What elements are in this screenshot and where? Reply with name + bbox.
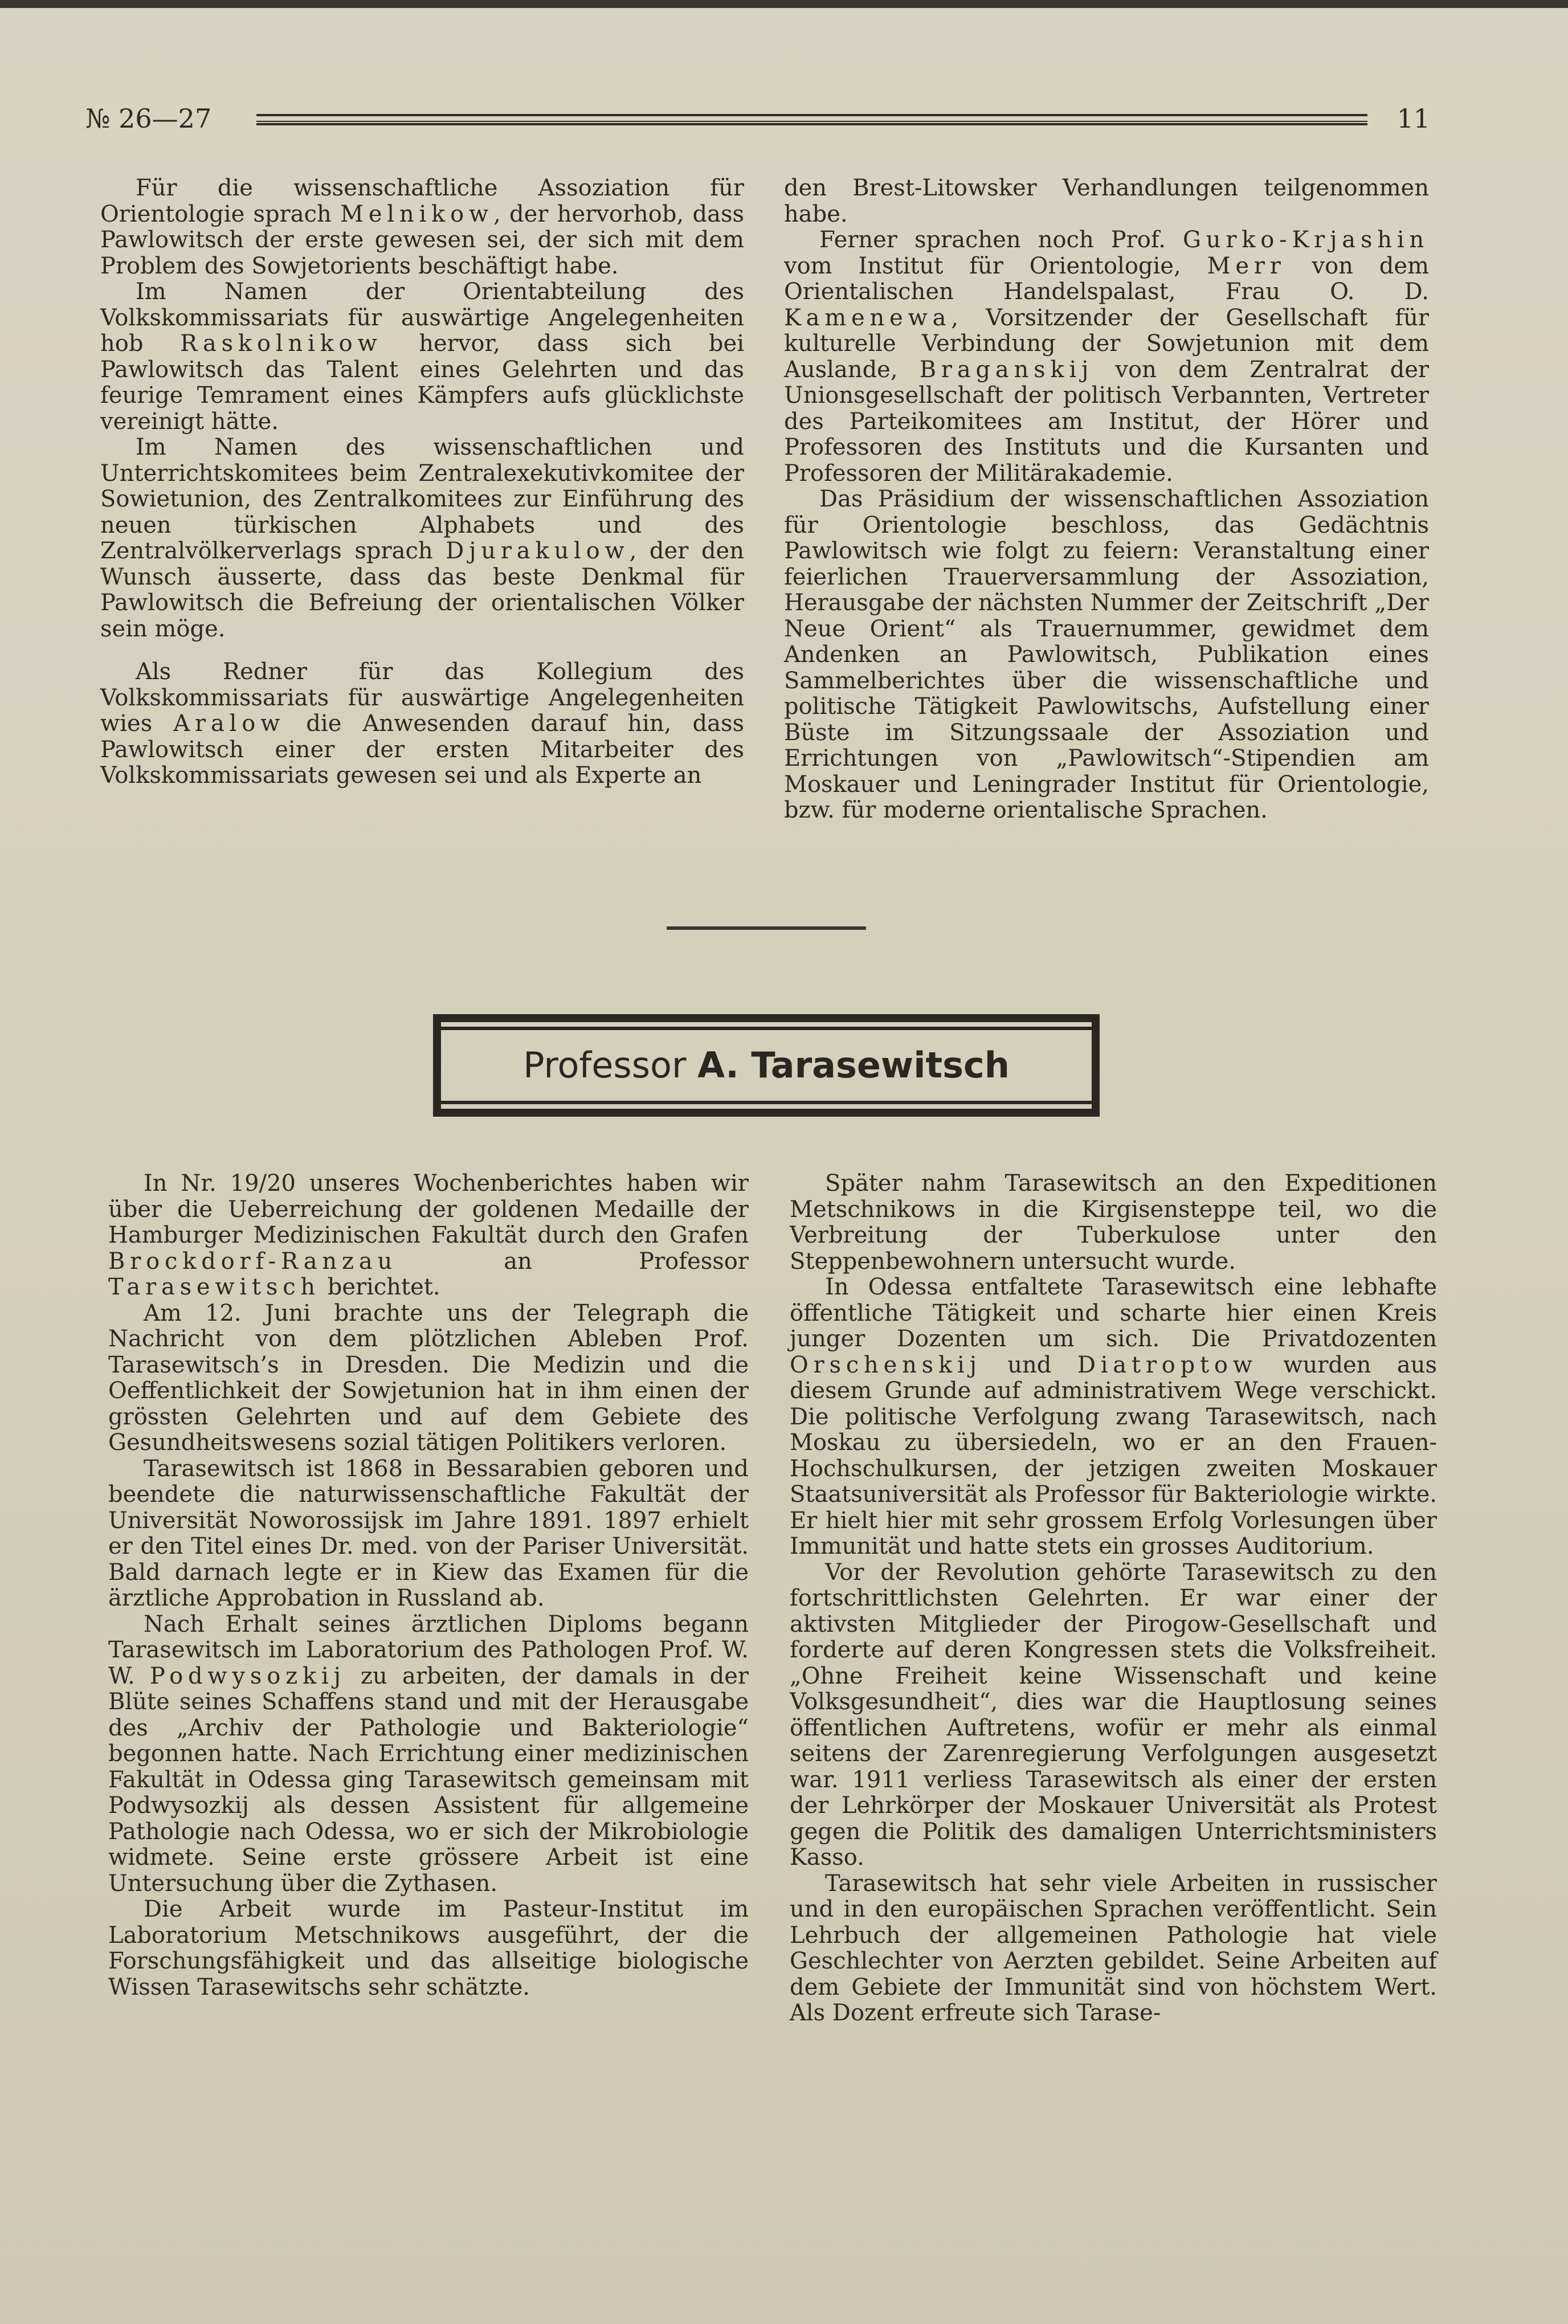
- spaced-name: Aralow: [173, 710, 285, 737]
- spaced-name: Raskolnikow: [180, 330, 382, 357]
- spaced-name: Melnikow: [340, 201, 494, 227]
- spaced-name: Merr: [1207, 252, 1286, 279]
- title-name: A. Tarasewitsch: [697, 1044, 1010, 1086]
- article2-left-paragraph: Tarasewitsch ist 1868 in Bessarabien geboren und beendete die naturwissenschaftliche Fakultät der Universität Noworossijsk im Jahre 1891. 1897 erhielt er den Titel eines Dr. med. von der Pariser Universität. Bald darnach legte er in Kiew das Examen für die ärztliche Approbation in Russland ab.: [108, 1455, 749, 1611]
- title-prefix: Professor: [523, 1044, 698, 1086]
- article2-right-paragraph: Später nahm Tarasewitsch an den Expeditionen Metschnikows in die Kirgisensteppe teil, wo die Verbreitung der Tuberkulose unter den Steppenbewohnern untersucht wurde.: [790, 1170, 1437, 1275]
- article1-left-column: [100, 175, 744, 789]
- article-title-box: [433, 1014, 1100, 1117]
- page-header: [85, 96, 1430, 141]
- spaced-name: Braganskij: [919, 356, 1094, 383]
- article2-left-column: [108, 1171, 749, 2000]
- article2-left-paragraph: Die Arbeit wurde im Pasteur-Institut im Laboratorium Metschnikows ausgeführt, der die Forschungsfähigkeit und das allseitige biologische Wissen Tarasewitschs sehr schätzte.: [108, 1896, 749, 2000]
- title-frame-top: [433, 1014, 1100, 1022]
- title-frame-top-inner: [441, 1027, 1092, 1030]
- section-separator: [667, 926, 866, 930]
- article1-left-paragraph: Im Namen der Orientabteilung des Volkskommissariats für auswärtige Angelegenheiten hob Raskolnikow hervor, dass sich bei Pawlowitsch das Talent eines Gelehrten und das feurige Temrament eines Kämpfers aufs glücklichste vereinigt hätte.: [100, 279, 744, 435]
- article-title: [441, 1041, 1092, 1089]
- spaced-name: Orschenskij: [790, 1351, 982, 1378]
- spaced-name: Kamenewa: [784, 304, 952, 331]
- page-number: 11: [1396, 103, 1430, 134]
- header-rule-lower: [256, 123, 1367, 125]
- article2-right-paragraph: Vor der Revolution gehörte Tarasewitsch zu den fortschrittlichsten Gelehrten. Er war einer der aktivsten Mitglieder der Pirogow-Gesellschaft und forderte auf deren Kongressen stets die Volksfreiheit. „Ohne Freiheit keine Wissenschaft und keine Volksgesundheit“, dies war die Hauptlosung seines öffentlichen Auftretens, wofür er mehr als einmal seitens der Zarenregierung Verfolgungen ausgesetzt war. 1911 verliess Tarasewitsch als einer der ersten der Lehrkörper der Moskauer Universität als Protest gegen die Politik des damaligen Unterrichtsministers Kasso.: [790, 1559, 1437, 1870]
- top-edge: [0, 0, 1568, 8]
- article1-left-paragraph: Für die wissenschaftliche Assoziation für Orientologie sprach Melnikow, der hervorhob, dass Pawlowitsch der erste gewesen sei, der sich mit dem Problem des Sowjetorients beschäftigt habe.: [100, 175, 744, 279]
- article1-right-paragraph: Das Präsidium der wissenschaftlichen Assoziation für Orientologie beschloss, das Gedächtnis Pawlowitsch wie folgt zu feiern: Veranstaltung einer feierlichen Trauerversammlung der Assoziation, Herausgabe der nächsten Nummer der Zeitschrift „Der Neue Orient“ als Trauernummer, gewidmet dem Andenken an Pawlowitsch, Publikation eines Sammelberichtes über die wissenschaftliche und politische Tätigkeit Pawlowitschs, Aufstellung einer Büste im Sitzungssaale der Assoziation und Errichtungen von „Pawlowitsch“-Stipendien am Moskauer und Leningrader Institut für Orientologie, bzw. für moderne orientalische Sprachen.: [784, 486, 1429, 823]
- issue-number: № 26—27: [85, 103, 212, 134]
- article1-left-paragraph: Als Redner für das Kollegium des Volkskommissariats für auswärtige Angelegenheiten wies Aralow die Anwesenden darauf hin, dass Pawlowitsch einer der ersten Mitarbeiter des Volkskommissariats gewesen sei und als Experte an: [100, 659, 744, 789]
- article2-left-paragraph: Nach Erhalt seines ärztlichen Diploms begann Tarasewitsch im Laboratorium des Pathologen Prof. W. W. Podwysozkij zu arbeiten, der damals in der Blüte seines Schaffens stand und mit der Herausgabe des „Archiv der Pathologie und Bakteriologie“ begonnen hatte. Nach Errichtung einer medizinischen Fakultät in Odessa ging Tarasewitsch gemeinsam mit Podwysozkij als dessen Assistent für allgemeine Pathologie nach Odessa, wo er sich der Mikrobiologie widmete. Seine erste grössere Arbeit ist eine Untersuchung über die Zythasen.: [108, 1611, 749, 1897]
- spaced-name: Gurko-Krjashin: [1183, 227, 1429, 253]
- spaced-name: Djurakulow: [446, 538, 630, 564]
- header-rule: [256, 114, 1367, 122]
- spaced-name: Brockdorf-Ranzau: [108, 1248, 398, 1275]
- spaced-name: Podwysozkij: [150, 1663, 346, 1689]
- spaced-name: Tarasewitsch: [108, 1274, 320, 1300]
- article1-right-column: [784, 175, 1429, 824]
- article2-left-paragraph: In Nr. 19/20 unseres Wochenberichtes haben wir über die Ueberreichung der goldenen Medaille der Hamburger Medizinischen Fakultät durch den Grafen Brockdorf-Ranzau an Professor Tarasewitsch berichtet.: [108, 1170, 749, 1300]
- article1-left-paragraph: Im Namen des wissenschaftlichen und Unterrichtskomitees beim Zentralexekutivkomitee der Sowietunion, des Zentralkomitees zur Einführung des neuen türkischen Alphabets und des Zentralvölkerverlags sprach Djurakulow, der den Wunsch äusserte, dass das beste Denkmal für Pawlowitsch die Befreiung der orientalischen Völker sein möge.: [100, 434, 744, 642]
- article2-right-paragraph: Tarasewitsch hat sehr viele Arbeiten in russischer und in den europäischen Sprachen veröffentlicht. Sein Lehrbuch der allgemeinen Pathologie hat viele Geschlechter von Aerzten gebildet. Seine Arbeiten auf dem Gebiete der Immunität sind von höchstem Wert. Als Dozent erfreute sich Tarase-: [790, 1870, 1437, 2026]
- title-frame-bottom: [433, 1109, 1100, 1117]
- article1-right-paragraph: Ferner sprachen noch Prof. Gurko-Krjashin vom Institut für Orientologie, Merr von dem Orientalischen Handelspalast, Frau O. D. Kamenewa, Vorsitzender der Gesellschaft für kulturelle Verbindung der Sowjetunion mit dem Auslande, Braganskij von dem Zentralrat der Unionsgesellschaft der politisch Verbannten, Vertreter des Parteikomitees am Institut, der Hörer und Professoren des Instituts und die Kursanten und Professoren der Militärakademie.: [784, 227, 1430, 487]
- article2-left-paragraph: Am 12. Juni brachte uns der Telegraph die Nachricht von dem plötzlichen Ableben Prof. Tarasewitsch’s in Dresden. Die Medizin und die Oeffentlichkeit der Sowjetunion hat in ihm einen der grössten Gelehrten und auf dem Gebiete des Gesundheitswesens sozial tätigen Politikers verloren.: [108, 1300, 749, 1456]
- article1-right-paragraph: den Brest-Litowsker Verhandlungen teilgenommen habe.: [784, 175, 1429, 227]
- spaced-name: Diatroptow: [1077, 1351, 1257, 1378]
- article2-right-paragraph: In Odessa entfaltete Tarasewitsch eine lebhafte öffentliche Tätigkeit und scharte hier einen Kreis junger Dozenten um sich. Die Privatdozenten Orschenskij und Diatroptow wurden aus diesem Grunde auf administrativem Wege verschickt. Die politische Verfolgung zwang Tarasewitsch, nach Moskau zu übersiedeln, wo er an den Frauen-Hochschulkursen, der jetzigen zweiten Moskauer Staatsuniversität als Professor für Bakteriologie wirkte. Er hielt hier mit sehr grossem Erfolg Vorlesungen über Immunität und hatte stets ein grosses Auditorium.: [790, 1274, 1437, 1559]
- article2-right-column: [790, 1171, 1437, 2027]
- title-frame-bottom-inner: [441, 1101, 1092, 1104]
